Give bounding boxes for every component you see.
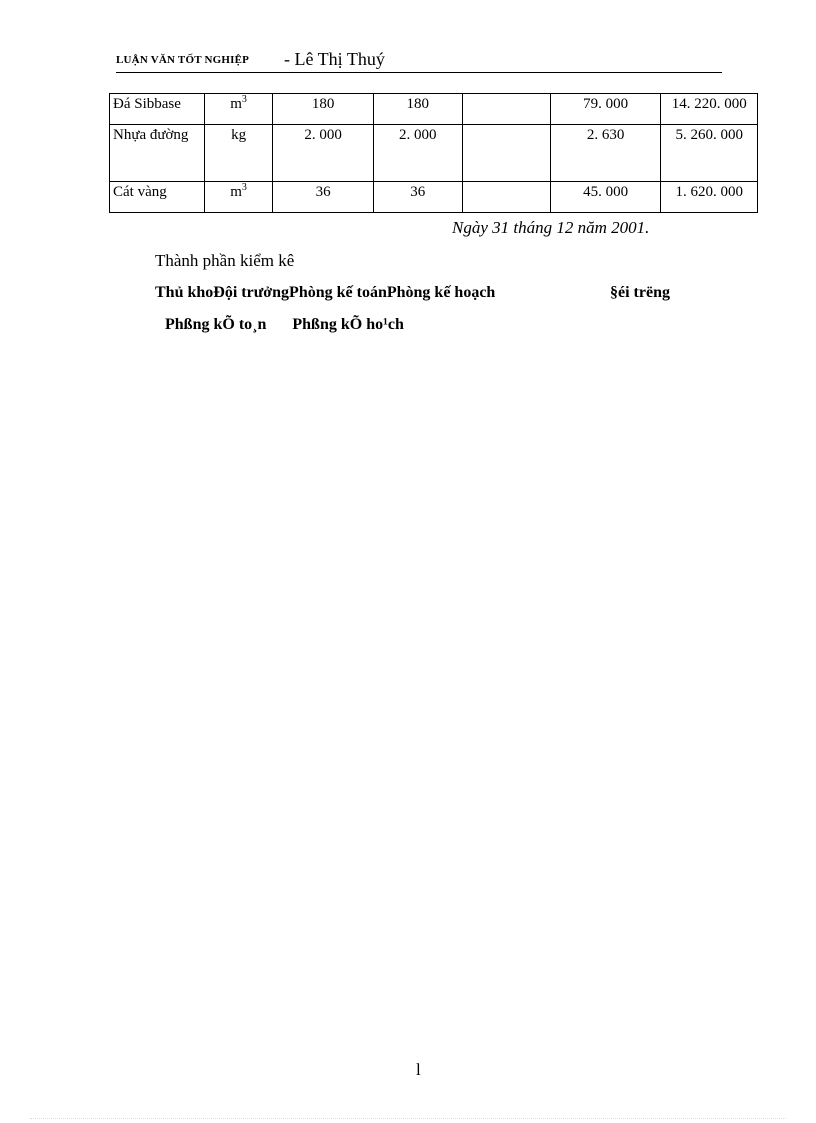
unit-price-cell: 79. 000 bbox=[550, 94, 660, 125]
empty-cell-cell bbox=[462, 182, 550, 213]
name-cell: Đá Sibbase bbox=[110, 94, 205, 125]
empty-cell-cell bbox=[462, 94, 550, 125]
inventory-table bbox=[109, 93, 758, 213]
unit-cell: kg bbox=[204, 125, 273, 182]
signature-row-2 bbox=[165, 316, 404, 334]
signature-accounting: Phßng kÕ to¸n bbox=[165, 316, 267, 333]
signature-extra: §éi trëng bbox=[610, 284, 670, 301]
unit-text: m bbox=[230, 184, 242, 200]
footer-divider bbox=[30, 1118, 786, 1119]
composition-label: Thành phần kiểm kê bbox=[155, 251, 295, 270]
unit-text: m bbox=[230, 96, 242, 112]
total-amount-cell: 5. 260. 000 bbox=[661, 125, 758, 182]
unit-price-cell: 45. 000 bbox=[550, 182, 660, 213]
empty-cell-cell bbox=[462, 125, 550, 182]
qty-opening-cell: 2. 000 bbox=[273, 125, 374, 182]
author-name: - Lê Thị Thuý bbox=[284, 49, 385, 69]
table-row bbox=[110, 94, 758, 125]
page-header bbox=[116, 48, 722, 73]
signature-titles: Thủ khoĐội trưởngPhòng kế toánPhòng kế hoạch bbox=[155, 284, 496, 301]
page-number: l bbox=[416, 1060, 421, 1079]
qty-counted-cell: 2. 000 bbox=[373, 125, 462, 182]
table-row bbox=[110, 125, 758, 182]
unit-cell: $m^3$ bbox=[204, 182, 273, 213]
total-amount-cell: 14. 220. 000 bbox=[661, 94, 758, 125]
name-cell: Nhựa đường bbox=[110, 125, 205, 182]
unit-cell: $m^3$ bbox=[204, 94, 273, 125]
qty-counted-cell: 36 bbox=[373, 182, 462, 213]
signature-row-1 bbox=[155, 284, 670, 302]
name-cell: Cát vàng bbox=[110, 182, 205, 213]
qty-opening-cell: 36 bbox=[273, 182, 374, 213]
unit-price-cell: 2. 630 bbox=[550, 125, 660, 182]
date-line: Ngày 31 tháng 12 năm 2001. bbox=[452, 218, 650, 237]
signature-planning: Phßng kÕ ho¹ch bbox=[292, 316, 404, 333]
thesis-label: LUẬN VĂN TỐT NGHIỆP bbox=[116, 54, 250, 66]
qty-counted-cell: 180 bbox=[373, 94, 462, 125]
total-amount-cell: 1. 620. 000 bbox=[661, 182, 758, 213]
table-row bbox=[110, 182, 758, 213]
qty-opening-cell: 180 bbox=[273, 94, 374, 125]
